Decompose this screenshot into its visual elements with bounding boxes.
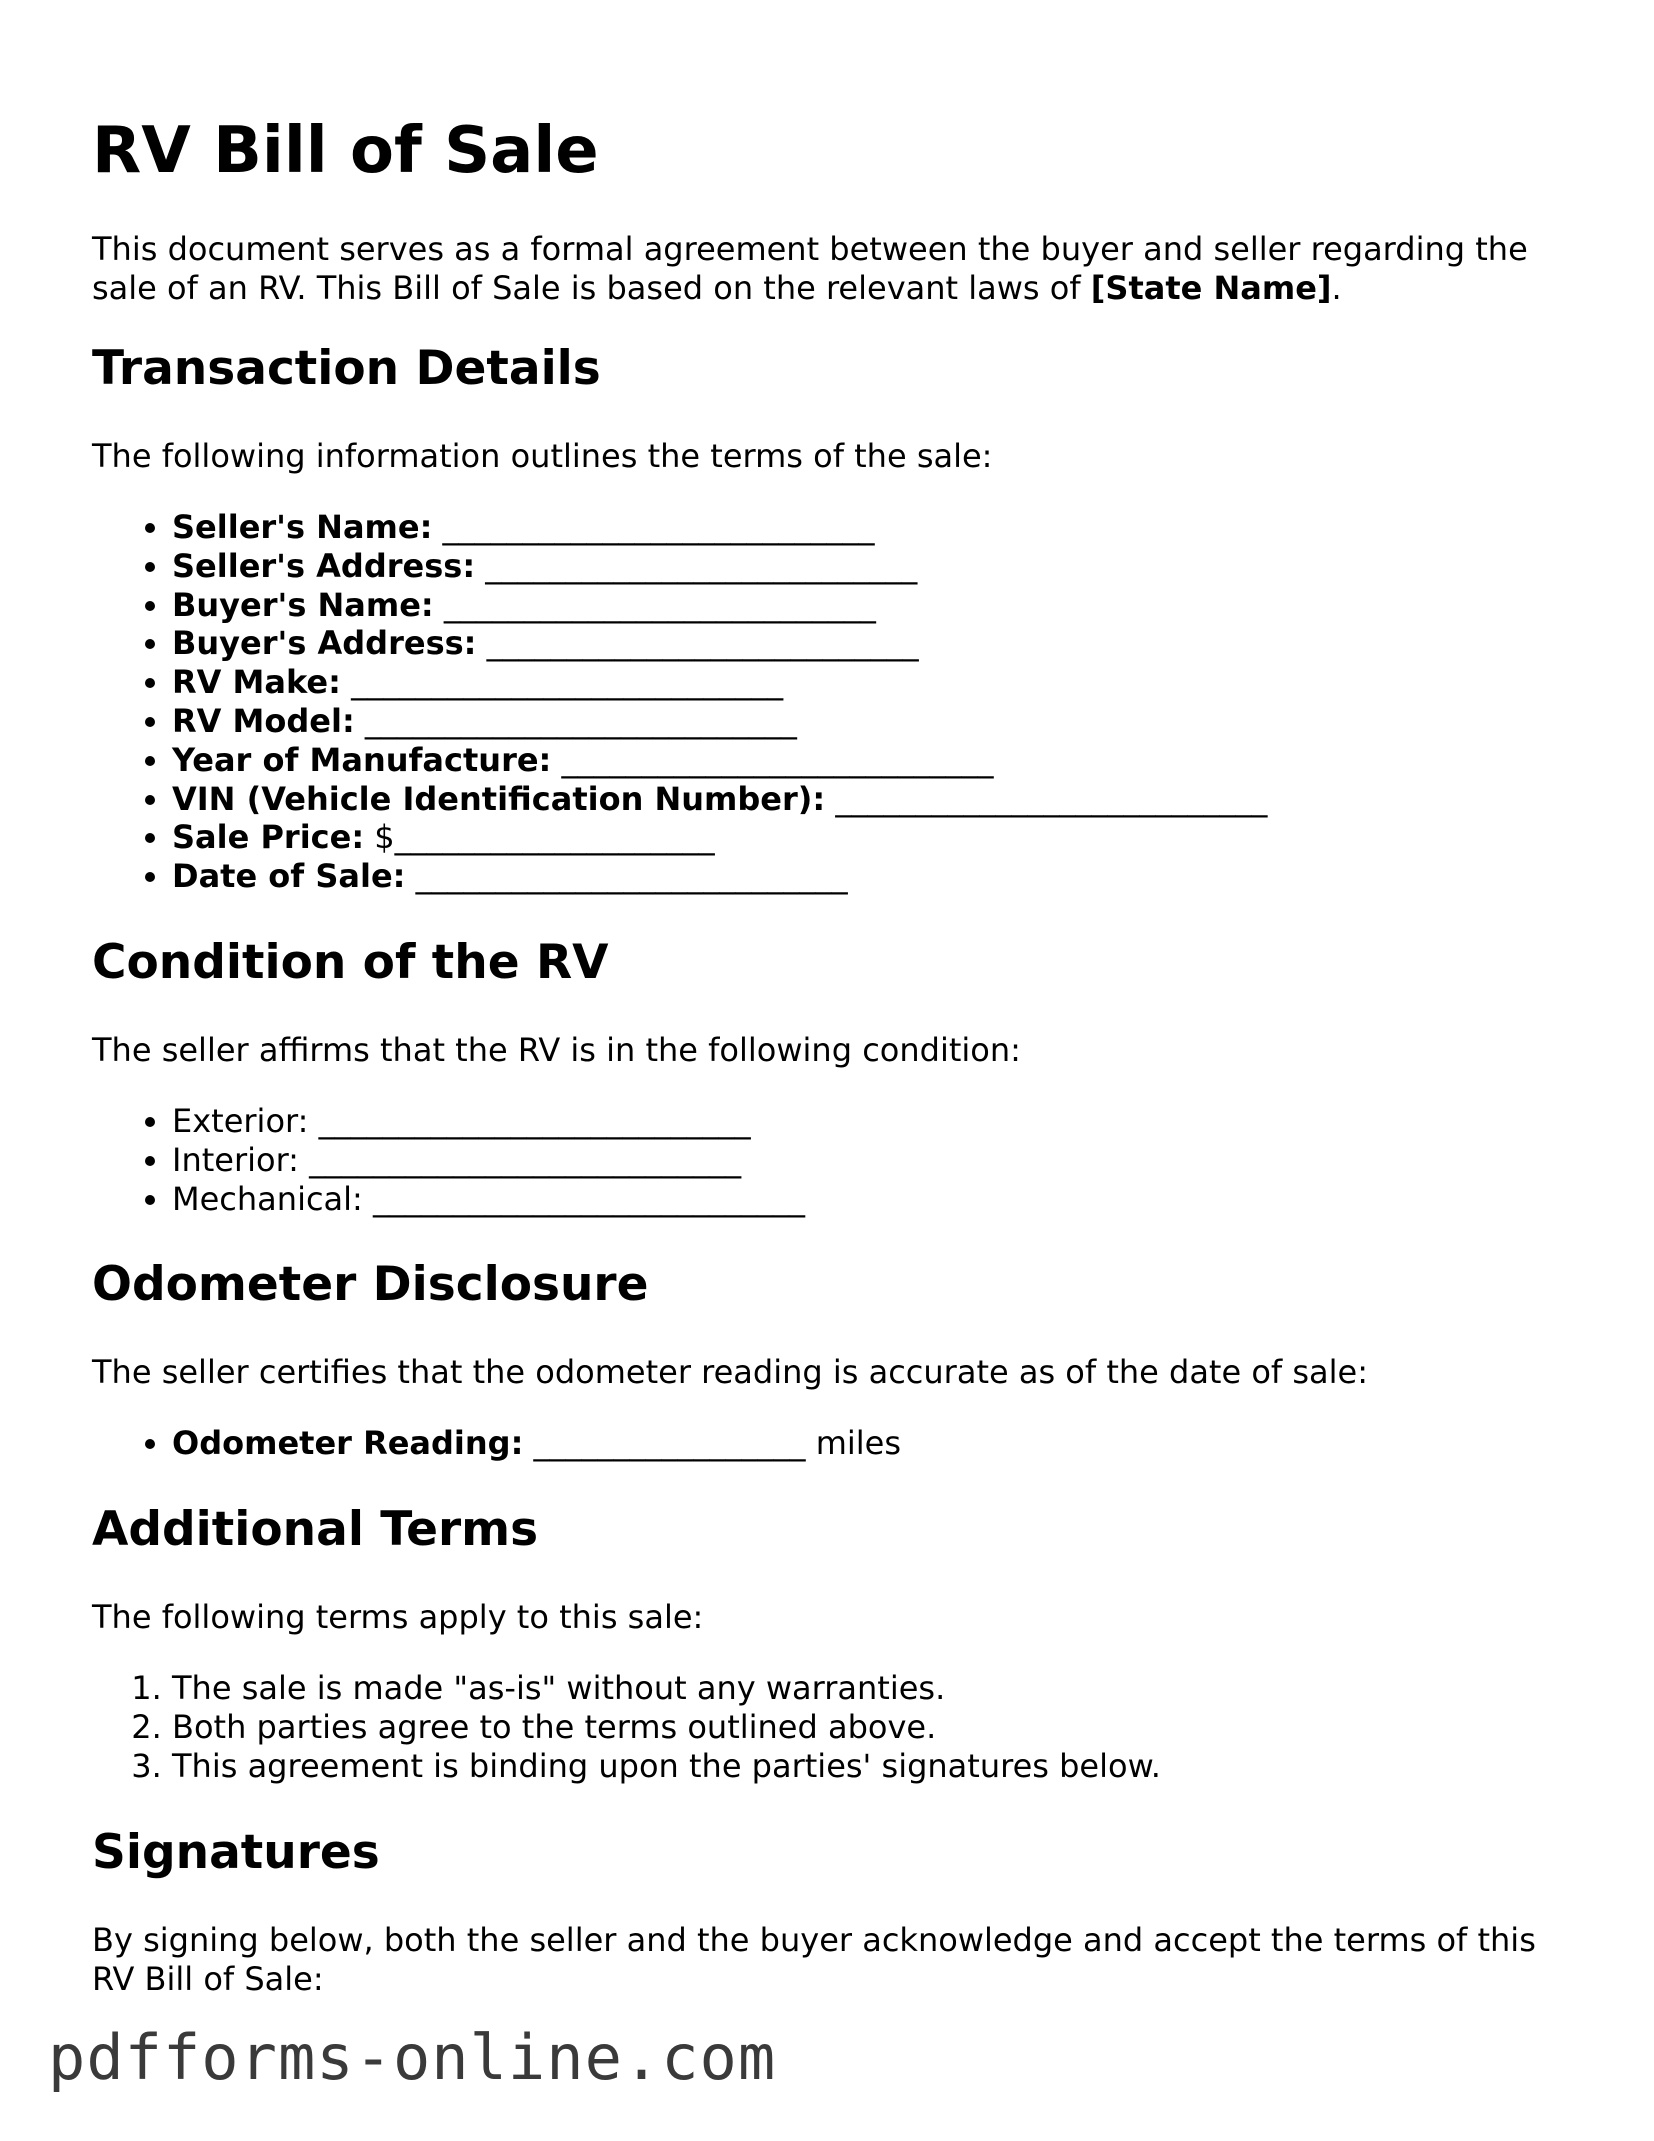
condition-fields-list [92,1102,1572,1218]
field-date-of-sale [172,857,1572,896]
field-rv-model [172,702,1572,741]
page-title: RV Bill of Sale [92,114,599,188]
intro-text: This document serves as a formal agreement between the buyer and seller regarding the sale of an RV. This Bill of Sale is based on the relevant laws of [92,230,1528,307]
field-label: Buyer's Name: [172,585,434,624]
field-blank[interactable]: _________________ [533,1424,806,1463]
field-blank[interactable]: ___________________________ [364,701,797,740]
term-item: 1. The sale is made "as-is" without any warranties. [172,1669,1572,1708]
field-exterior [172,1102,1572,1141]
field-blank[interactable]: ___________________________ [835,779,1268,818]
signatures-heading: Signatures [92,1824,380,1880]
signatures-description: By signing below, both the seller and the buyer acknowledge and accept the terms of this RV Bill of Sale: [92,1920,1536,1998]
field-label: Interior: [172,1140,299,1179]
field-interior [172,1141,1572,1180]
term-item: 2. Both parties agree to the terms outlined above. [172,1708,1572,1747]
field-blank[interactable]: ___________________________ [351,663,784,702]
additional-terms-heading: Additional Terms [92,1502,539,1558]
odometer-unit: miles [815,1424,902,1463]
field-label: Odometer Reading: [172,1424,524,1463]
condition-description: The seller affirms that the RV is in the following condition: [92,1030,1021,1069]
intro-text-end: . [1331,269,1342,307]
currency-prefix: $ [374,818,395,857]
field-blank[interactable]: ____________________ [394,818,715,857]
transaction-heading: Transaction Details [92,341,601,396]
field-year-of-manufacture [172,741,1572,780]
field-label: VIN (Vehicle Identification Number): [172,779,826,818]
field-sale-price [172,818,1572,857]
field-label: Buyer's Address: [172,624,477,663]
field-vin [172,780,1572,819]
watermark: pdfforms-online.com [48,2021,777,2094]
field-blank[interactable]: ___________________________ [443,585,876,624]
field-blank[interactable]: ___________________________ [415,857,848,896]
field-odometer-reading [172,1424,1572,1463]
field-buyers-name [172,586,1572,625]
field-label: Year of Manufacture: [172,740,552,779]
field-label: RV Model: [172,701,355,740]
intro-paragraph [92,230,1572,308]
field-blank[interactable]: ___________________________ [485,546,918,585]
condition-heading: Condition of the RV [92,934,609,990]
state-name-placeholder: [State Name] [1090,269,1332,307]
field-label: Sale Price: [172,818,365,857]
term-item: 3. This agreement is binding upon the parties' signatures below. [172,1747,1572,1786]
additional-terms-description: The following terms apply to this sale: [92,1598,704,1637]
field-label: Exterior: [172,1101,309,1140]
field-rv-make [172,663,1572,702]
transaction-fields-list [92,508,1572,896]
field-blank[interactable]: ___________________________ [309,1140,742,1179]
field-label: RV Make: [172,663,341,702]
field-blank[interactable]: ___________________________ [373,1179,805,1218]
field-buyers-address [172,624,1572,663]
field-blank[interactable]: ___________________________ [486,624,919,663]
additional-terms-list [92,1669,1572,1785]
field-label: Seller's Name: [172,508,433,546]
field-blank[interactable]: ___________________________ [318,1101,751,1140]
field-label: Mechanical: [172,1179,363,1218]
odometer-description: The seller certifies that the odometer reading is accurate as of the date of sale: [92,1353,1368,1392]
field-label: Seller's Address: [172,546,476,585]
document-page [92,112,1572,2031]
field-blank[interactable]: ___________________________ [561,740,994,779]
odometer-heading: Odometer Disclosure [92,1257,649,1313]
field-sellers-address [172,547,1572,586]
odometer-fields-list [92,1424,1572,1463]
field-blank[interactable]: ___________________________ [442,508,875,546]
field-label: Date of Sale: [172,857,406,896]
transaction-description: The following information outlines the terms of the sale: [92,437,993,475]
field-sellers-name [172,508,1572,547]
field-mechanical [172,1180,1572,1219]
